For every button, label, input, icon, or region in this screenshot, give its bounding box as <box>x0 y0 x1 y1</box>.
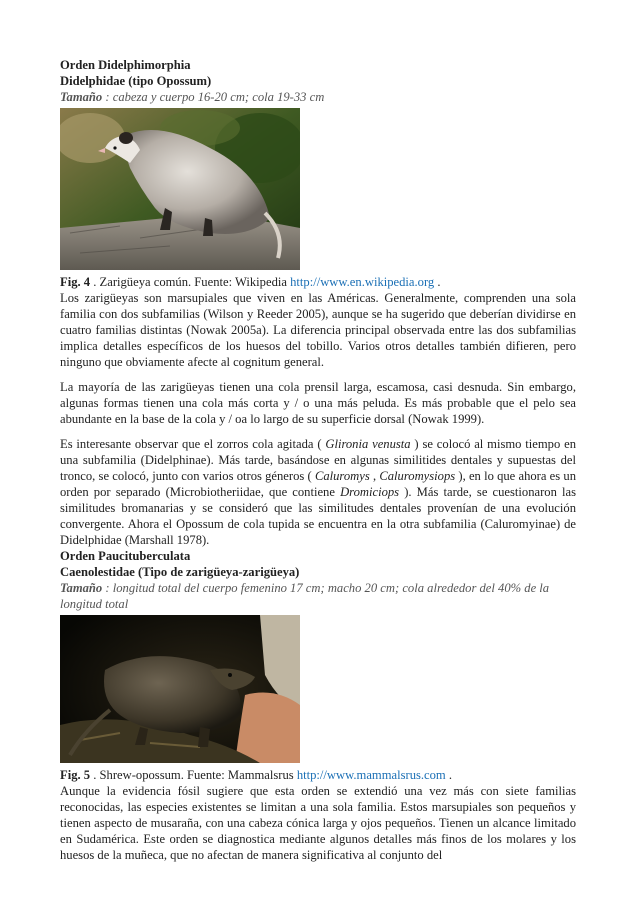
figure-4-caption <box>60 274 576 290</box>
genus-name: Caluromysiops <box>379 469 456 483</box>
genus-name: Dromiciops <box>340 485 400 499</box>
order-heading: Orden Didelphimorphia <box>60 58 191 72</box>
size-text: : cabeza y cuerpo 16-20 cm; cola 19-33 cm <box>102 90 325 104</box>
paragraph-1: Los zarigüeyas son marsupiales que viven en las Américas. Generalmente, comprenden una sola familia con dos subfamilias (Wilson y Reeder 2005), aunque se ha sugerido que deberían dividirse en cuatro familias distintas (Nowak 2005a). La diferencia principal observada entre las dos subfamilias implica detalles específicos de los huesos del tobillo. Varios otros detalles también difieren, pero ninguno que obviamente afecte al cognitum general. <box>60 291 576 369</box>
figure-5-end: . <box>445 768 453 782</box>
paragraph-4: Aunque la evidencia fósil sugiere que esta orden se extendió una vez más con siete familias reconocidas, las especies existentes se limitan a una sola familia. Estos marsupiales son pequeños y tienen aspecto de musaraña, con una cabeza cónica larga y ojos pequeños. Tienen un alcance limitado en Sudamérica. Este orden se diagnostica mediante algunos detalles más finos de los molares y los huesos de la muñeca, que no afectan de manera significativa al conjunto del <box>60 784 576 862</box>
family-heading: Didelphidae (tipo Opossum) <box>60 74 212 88</box>
family-heading: Caenolestidae (Tipo de zarigüeya-zarigüeya) <box>60 565 300 579</box>
mammalsrus-link[interactable]: http://www.mammalsrus.com <box>296 768 446 782</box>
order-heading: Orden Paucituberculata <box>60 549 191 563</box>
figure-4-label: Fig. 4 <box>60 275 91 289</box>
figure-5-caption <box>60 767 576 783</box>
size-label: Tamaño <box>60 90 103 104</box>
paragraph-2: La mayoría de las zarigüeyas tienen una cola prensil larga, escamosa, casi desnuda. Sin embargo, algunas formas tienen una cola más corta y / o una más peluda. Es más probable que el pelo sea abundante en la base de la cola y / oa lo largo de su superficie dorsal (Nowak 1999). <box>60 380 576 426</box>
size-line <box>60 89 576 105</box>
figure-4-end: . <box>434 275 441 289</box>
opossum-photo <box>60 108 300 270</box>
paragraph-3-text: Es interesante observar que el zorros cola agitada ( <box>60 437 326 451</box>
size-label: Tamaño <box>60 581 103 595</box>
shrew-opossum-photo <box>60 615 300 763</box>
paragraph-3-text: , <box>369 469 380 483</box>
paragraph-3-text: ), en lo que ahora es un orden por separado (Microbiotheriidae, que contiene <box>60 469 576 499</box>
figure-5-text: . Shrew-opossum. Fuente: Mammalsrus <box>90 768 297 782</box>
size-text: : longitud total del cuerpo femenino 17 cm; macho 20 cm; cola alrededor del 40% de la longitud total <box>60 581 550 611</box>
figure-4-text: . Zarigüeya común. Fuente: Wikipedia <box>90 275 291 289</box>
size-line <box>60 580 576 612</box>
figure-5-label: Fig. 5 <box>60 768 91 782</box>
paragraph-3 <box>60 436 576 548</box>
paragraph-3-text: ) se colocó al mismo tiempo en una subfamilia (Didelphinae). Más tarde, basándose en algunas similitides dentales y supuestas del tronco, se colocó, junto con varios otros géneros ( <box>60 437 576 483</box>
species-name: Glironia venusta <box>325 437 411 451</box>
genus-name: Caluromys <box>314 469 370 483</box>
document-page <box>60 57 576 863</box>
paragraph-3-text: ). Más tarde, se cuestionaron las similitudes bromanarias y se consideró que las similitudes dentales provenían de una evolución convergente. Ahora el Opossum de cola tupida se encuentra en la otra subfamilia (Caluromyinae) de Didelphidae (Marshall 1978). <box>60 485 576 547</box>
wikipedia-link[interactable]: http://www.en.wikipedia.org <box>290 275 435 289</box>
